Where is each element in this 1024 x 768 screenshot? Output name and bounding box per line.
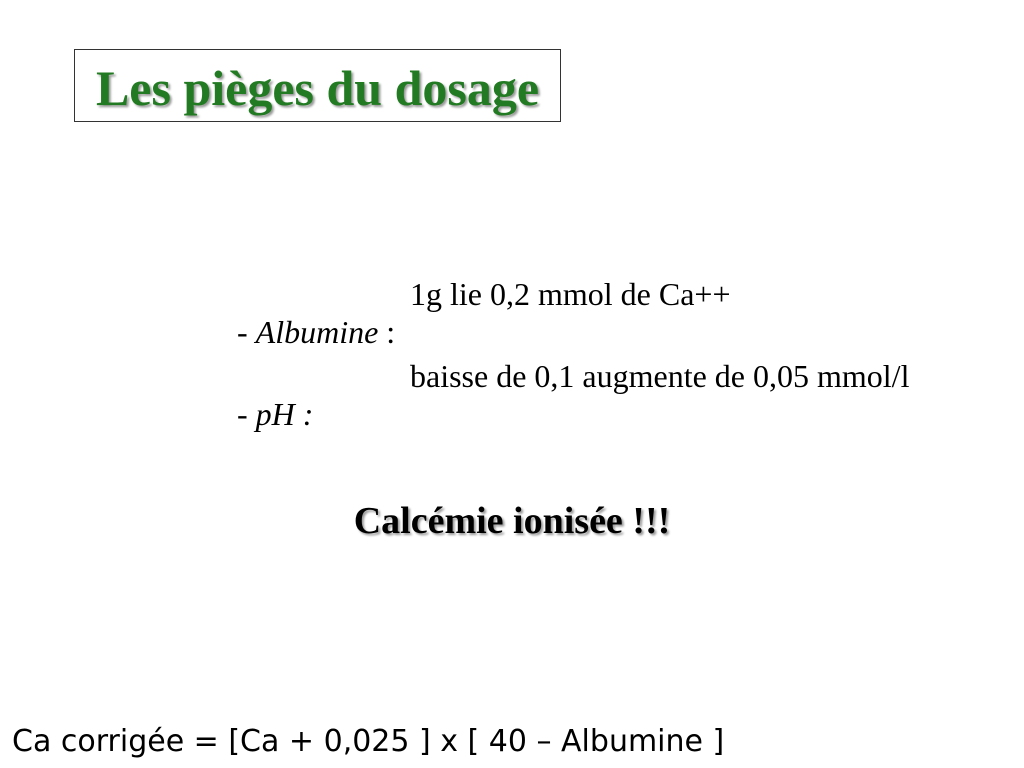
title-box bbox=[74, 49, 561, 122]
correction-formula: Ca corrigée = [Ca + 0,025 ] x [ 40 – Albumine ] bbox=[12, 724, 725, 759]
item-description: baisse de 0,1 augmente de 0,05 mmol/l bbox=[410, 358, 910, 394]
item-description: 1g lie 0,2 mmol de Ca++ bbox=[410, 276, 731, 312]
item-term: Albumine bbox=[255, 314, 379, 350]
item-dash: - bbox=[237, 396, 256, 432]
list-item-albumine bbox=[205, 275, 1005, 350]
item-dash: - bbox=[237, 314, 256, 350]
item-term: pH : bbox=[255, 396, 314, 432]
list-item-ph bbox=[205, 357, 1005, 432]
slide-title: Les pièges du dosage bbox=[95, 59, 540, 116]
emphasis-text: Calcémie ionisée !!! bbox=[353, 500, 671, 542]
item-separator: : bbox=[378, 314, 396, 350]
